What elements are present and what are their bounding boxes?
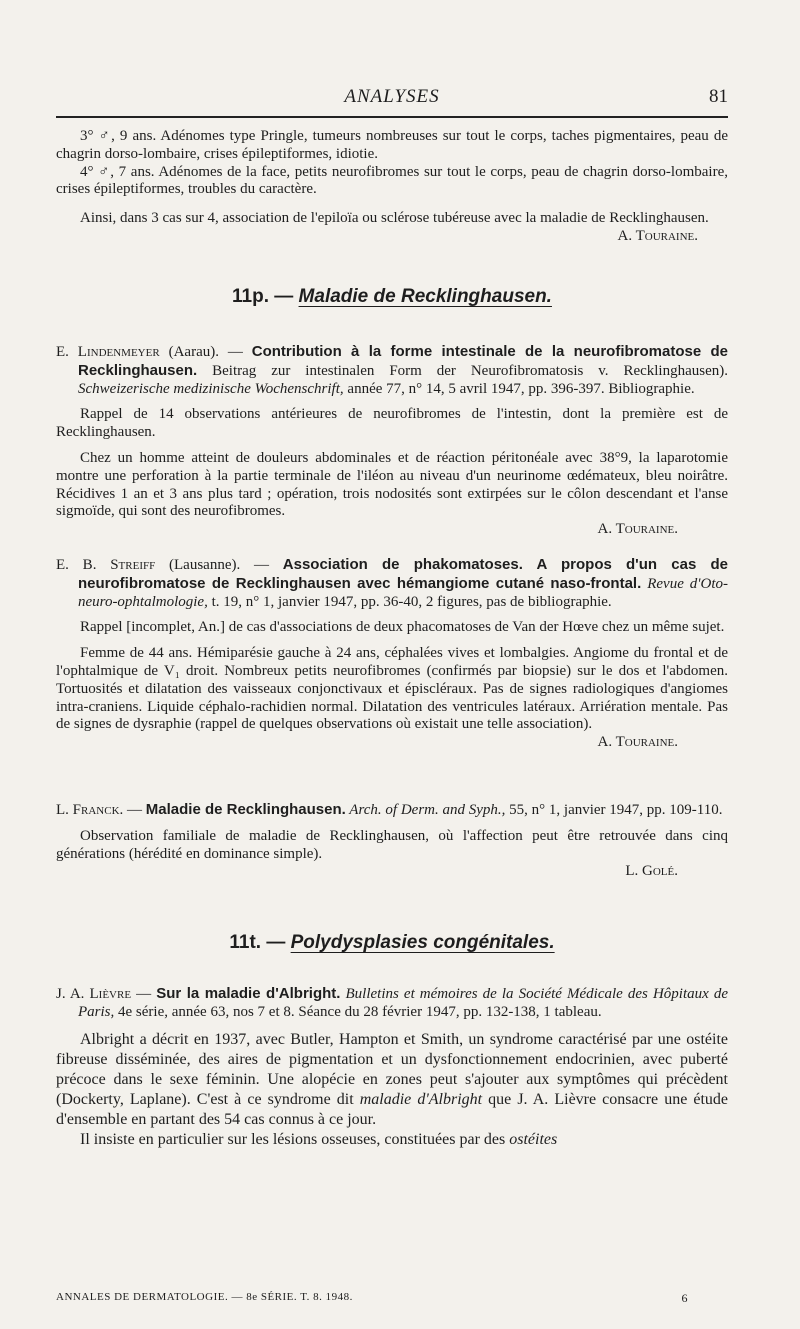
page-footer [56, 1291, 728, 1303]
citation-dash: — [123, 802, 146, 818]
citation-author: J. A. Lièvre [56, 986, 132, 1002]
intro-cases [56, 128, 728, 199]
abstract-text: Albright a décrit en 1937, avec Butler, Hampton et Smith, un syndrome caractérisé par une ostéite fibreuse disséminée, des aires de pigmentation et un dysfonctionnement endocrinien, avec puberté précoce dans le sexe féminin. Une alopécie en zones peut s'ajouter aux symptômes qui précèdent (Dockerty, Laplane). C'est à ce syndrome dit [56, 1030, 728, 1108]
section-title: Maladie de Recklinghausen. [298, 286, 552, 307]
abstract-text: que J. A. Lièvre consacre une étude d'ensemble en partant des 54 cas connus à ce jour. [56, 1090, 729, 1128]
section-heading-11t [56, 932, 728, 954]
abstract-text: Il insiste en particulier sur les lésions osseuses, constituées par des [80, 1130, 510, 1148]
citation-details: t. 19, n° 1, janvier 1947, pp. 36-40, 2 figures, pas de bibliographie. [207, 593, 612, 610]
page-number: 81 [709, 86, 728, 107]
citation [56, 801, 728, 820]
abstract-paragraph: Chez un homme atteint de douleurs abdominales et de réaction péritonéale avec 38°9, la laparotomie montre une perforation à la partie terminale de l'iléon au niveau d'un neurinome œdémateux, bleu noirâtre. Récidives 1 an et 3 ans plus tard ; opération, trois nodosités sont extirpées sur le côlon descendant et l'anse sigmoïde, qui sont des neurofibromes. [56, 449, 728, 520]
citation [56, 343, 728, 398]
intro-summary [56, 210, 728, 246]
footer-journal: ANNALES DE DERMATOLOGIE. — 8e SÉRIE. T. 8. 1948. [56, 1291, 353, 1303]
case-3: 3° ♂, 9 ans. Adénomes type Pringle, tumeurs nombreuses sur tout le corps, taches pigmentaires, peau de chagrin dorso-lombaire, crises épileptiformes, idiotie. [56, 128, 728, 162]
summary-text: Ainsi, dans 3 cas sur 4, association de l'epiloïa ou sclérose tubéreuse avec la maladie de Recklinghausen. [80, 210, 709, 226]
citation-details: année 77, n° 14, 5 avril 1947, pp. 396-397. Bibliographie. [343, 380, 695, 397]
signature: A. Touraine. [597, 734, 678, 751]
citation-place: (Lausanne). — [155, 557, 283, 573]
citation-journal: Schweizerische medizinische Wochenschrift, [78, 380, 344, 397]
signature: A. Touraine. [617, 227, 698, 244]
abstract-paragraph: Femme de 44 ans. Hémiparésie gauche à 24 ans, céphalées vives et lombalgies. Angiome du frontal et de l'ophtalmique de V₁ droit. Nombreux petits neurofibromes (confirmés par biopsie) sur le dos et l'abdomen. Tortuosités et dilatation des vaisseaux conjonctivaux et épiscléraux. Pas de signes radiologiques d'angiomes intra-craniens. Liquide céphalo-rachidien normal. Dilatation des ventricules latéraux. Arriération mentale. Pas de signes de dysraphie (rappel de quelques observations où existait une telle association). [56, 645, 728, 733]
header-rule [56, 116, 728, 118]
citation [56, 556, 728, 611]
citation-journal: Bulletins et mémoires de la Société Médicale des Hôpitaux de Paris, [78, 986, 729, 1020]
citation-journal: Arch. of Derm. and Syph., [345, 802, 506, 818]
signature: A. Touraine. [597, 521, 678, 538]
reference-franck [56, 801, 728, 881]
abstract-paragraph [56, 1030, 728, 1130]
section-number: 11p. — [232, 286, 299, 307]
case-4: 4° ♂, 7 ans. Adénomes de la face, petits neurofibromes sur tout le corps, peau de chagrin dorso-lombaire, crises épileptiformes, troubles du caractère. [56, 163, 728, 198]
signature: L. Golé. [625, 863, 678, 880]
abstract-paragraph [56, 1130, 728, 1150]
abstract-emphasis: ostéites [509, 1130, 558, 1148]
citation-details: 4e série, année 63, nos 7 et 8. Séance du 28 février 1947, pp. 132-138, 1 tableau. [114, 1003, 602, 1020]
reference-streiff [56, 556, 728, 752]
citation-journal: Revue d'Oto-neuro-ophtalmologie, [78, 575, 728, 610]
section-heading-11p [56, 286, 728, 308]
citation-title: Contribution à la forme intestinale de la neurofibromatose de Recklinghausen. [78, 343, 728, 379]
footer-signature-mark: 6 [681, 1291, 688, 1305]
citation-title: Association de phakomatoses. A propos d'un cas de neurofibromatose de Recklinghausen avec hémangiome cutané naso-frontal. [78, 556, 728, 592]
abstract-paragraph: Rappel [incomplet, An.] de cas d'associations de deux phacomatoses de Van der Hœve chez un même sujet. [80, 619, 725, 636]
citation-dash: — [131, 986, 157, 1002]
running-head [56, 86, 728, 108]
abstract-paragraph: Rappel de 14 observations antérieures de neurofibromes de l'intestin, dont la première est de Recklinghausen. [56, 406, 728, 441]
abstract-paragraph: Observation familiale de maladie de Recklinghausen, où l'affection peut être retrouvée dans cinq générations (hérédité en dominance simple). [56, 827, 728, 862]
section-number: 11t. — [229, 932, 291, 953]
citation-title: Sur la maladie d'Albright. [156, 985, 341, 1002]
abstract-emphasis: maladie d'Albright [359, 1090, 483, 1108]
citation-german: Beitrag zur intestinalen Form der Neurofibromatosis v. Recklinghausen). [197, 362, 728, 379]
citation-author: L. Franck. [56, 802, 124, 818]
citation-author: E. Lindenmeyer [56, 344, 160, 360]
reference-lievre [56, 985, 728, 1150]
citation-place: (Aarau). — [159, 344, 252, 360]
citation [56, 985, 728, 1022]
summary-paragraph [56, 210, 728, 244]
citation-details: 55, n° 1, janvier 1947, pp. 109-110. [505, 802, 723, 818]
section-title: Polydysplasies congénitales. [290, 932, 555, 953]
citation-author: E. B. Streiff [56, 557, 156, 573]
running-title: ANALYSES [344, 86, 440, 107]
reference-lindenmeyer [56, 343, 728, 539]
citation-title: Maladie de Recklinghausen. [145, 801, 346, 818]
